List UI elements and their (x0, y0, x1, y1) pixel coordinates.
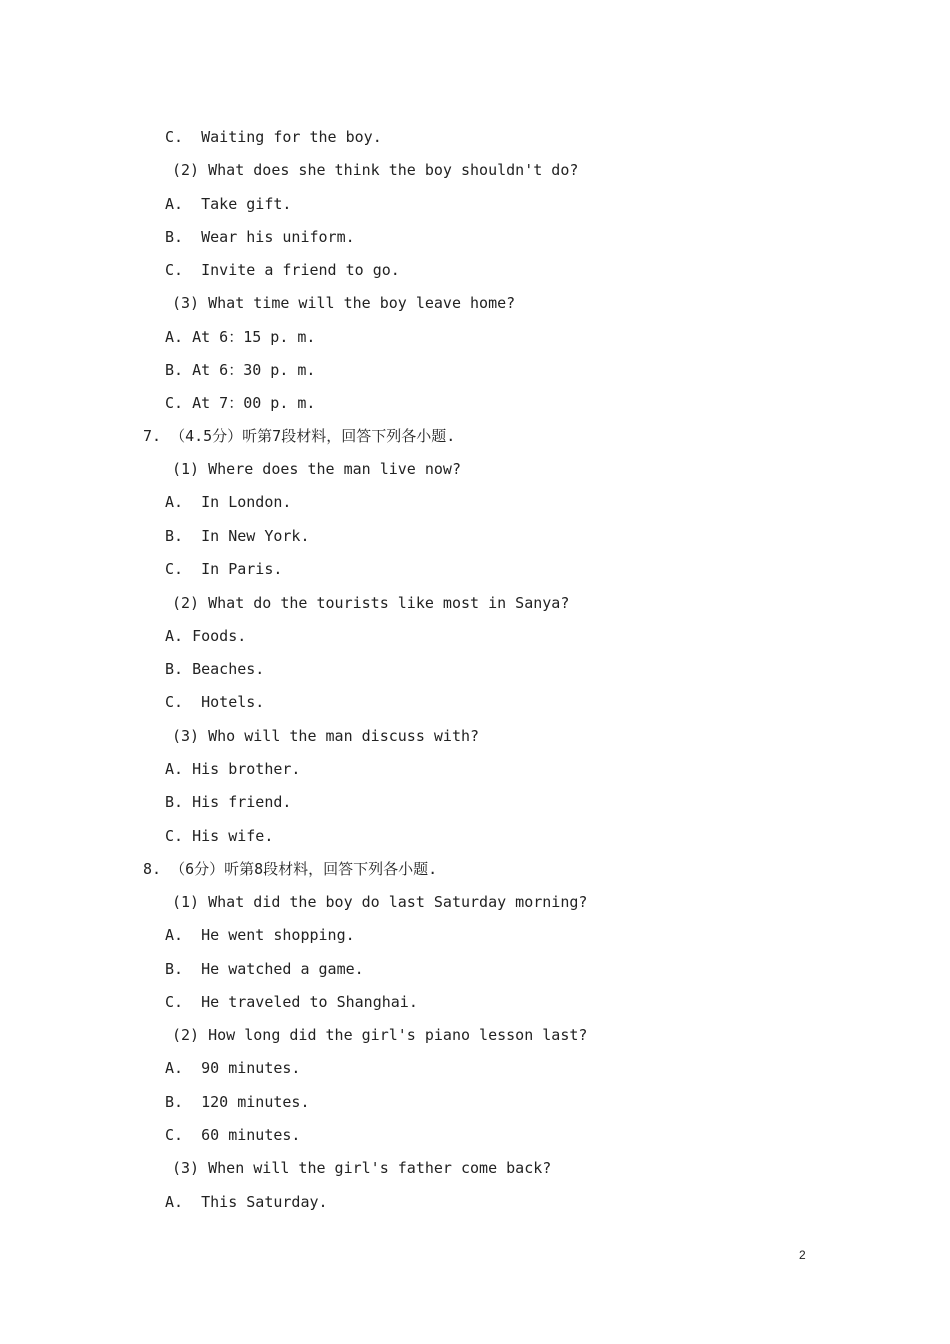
page-number: 2 (799, 1248, 806, 1262)
option-line: B. In New York. (165, 527, 310, 545)
option-line: C. Waiting for the boy. (165, 128, 382, 146)
option-line: C. Hotels. (165, 693, 265, 711)
option-line: A. He went shopping. (165, 926, 355, 944)
option-line: A. In London. (165, 493, 292, 511)
option-line: B. 120 minutes. (165, 1093, 310, 1111)
question-heading: 8. （6分）听第8段材料，回答下列各小题. (143, 860, 438, 878)
option-line: B. He watched a game. (165, 960, 364, 978)
sub-question-line: (2) What does she think the boy shouldn't do? (172, 161, 579, 179)
option-line: C. At 7：00 p. m. (165, 394, 316, 412)
option-line: C. He traveled to Shanghai. (165, 993, 418, 1011)
sub-question-line: (3) What time will the boy leave home? (172, 294, 516, 312)
question-heading: 7. （4.5分）听第7段材料，回答下列各小题. (143, 427, 456, 445)
option-line: A. At 6：15 p. m. (165, 328, 316, 346)
option-line: C. 60 minutes. (165, 1126, 301, 1144)
option-line: A. This Saturday. (165, 1193, 328, 1211)
option-line: B. His friend. (165, 793, 292, 811)
option-line: C. In Paris. (165, 560, 283, 578)
option-line: B. Beaches. (165, 660, 265, 678)
sub-question-line: (3) When will the girl's father come back? (172, 1159, 552, 1177)
option-line: C. His wife. (165, 827, 274, 845)
option-line: A. 90 minutes. (165, 1059, 301, 1077)
option-line: A. Foods. (165, 627, 247, 645)
sub-question-line: (1) What did the boy do last Saturday morning? (172, 893, 588, 911)
option-line: A. Take gift. (165, 195, 292, 213)
sub-question-line: (1) Where does the man live now? (172, 460, 461, 478)
option-line: C. Invite a friend to go. (165, 261, 400, 279)
option-line: B. At 6：30 p. m. (165, 361, 316, 379)
option-line: A. His brother. (165, 760, 301, 778)
option-line: B. Wear his uniform. (165, 228, 355, 246)
sub-question-line: (2) How long did the girl's piano lesson last? (172, 1026, 588, 1044)
sub-question-line: (2) What do the tourists like most in Sanya? (172, 594, 570, 612)
sub-question-line: (3) Who will the man discuss with? (172, 727, 480, 745)
